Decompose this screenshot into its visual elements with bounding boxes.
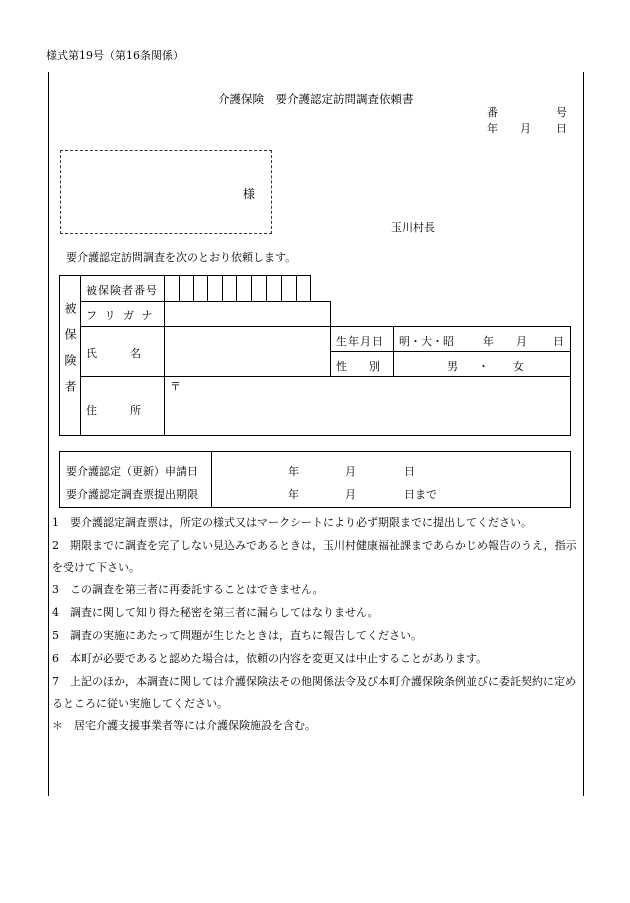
application-year: 年 [288,465,299,478]
note-7: 7 上記のほか，本調査に関しては介護保険法その他関係法令及び本町介護保険条例並びに委託契約に定めるところに従い実施してください。 [52,675,576,710]
deadline-month: 月 [345,488,356,501]
sex-female[interactable]: 女 [513,360,524,373]
note-2: 2 期限までに調査を完了しない見込みであるときは，玉川村健康福祉課まであらかじめ報告のうえ，指示を受けて下さい。 [52,539,577,574]
birth-eras: 明・大・昭 [399,335,454,348]
sender-name: 玉川村長 [391,221,435,234]
insured-number-label: 被保険者番号 [86,284,158,297]
form-number: 様式第19号（第16条関係） [46,49,184,62]
note-4: 4 調査に関して知り得た秘密を第三者に漏らしてはなりません。 [52,606,379,619]
furigana-label: フ リ ガ ナ [86,309,155,322]
sex-dot: ・ [478,360,489,373]
issue-date-day: 日 [556,122,567,135]
application-day: 日 [404,465,415,478]
note-asterisk: ＊ 居宅介護支援事業者等には介護保険施設を含む。 [52,719,316,732]
application-date-label: 要介護認定（更新）申請日 [66,465,198,478]
sex-label: 性 別 [336,360,380,373]
note-6: 6 本町が必要であると認めた場合は，依頼の内容を変更又は中止することがあります。 [52,652,488,665]
birth-label: 生年月日 [336,335,384,348]
deadline-year: 年 [288,488,299,501]
issue-date-month: 月 [520,122,531,135]
deadline-label: 要介護認定調査票提出期限 [66,488,198,501]
addressee-suffix: 様 [243,187,256,201]
deadline-day: 日まで [404,488,437,501]
document-title: 介護保険 要介護認定訪問調査依頼書 [218,92,414,106]
postal-mark: 〒 [170,380,181,393]
number-ban: 番 [487,106,498,119]
note-5: 5 調査の実施にあたって問題が生じたときは，直ちに報告してください。 [52,629,422,642]
address-label: 住 所 [86,404,141,417]
birth-year: 年 [483,335,494,348]
birth-day: 日 [553,335,564,348]
addressee-box[interactable] [60,150,272,234]
note-1: 1 要介護認定調査票は，所定の様式又はマークシートにより必ず期限までに提出してください。 [52,516,532,529]
birth-month: 月 [516,335,527,348]
sex-male[interactable]: 男 [447,360,458,373]
intro-text: 要介護認定訪問調査を次のとおり依頼します。 [66,251,297,264]
note-3: 3 この調査を第三者に再委託することはできません。 [52,583,324,596]
application-month: 月 [345,465,356,478]
insured-side-label: 被保険者 [63,302,77,406]
frame-right-line [583,72,584,796]
name-label: 氏 名 [86,347,141,360]
frame-left-line [48,72,49,796]
issue-date-year: 年 [487,122,498,135]
number-go: 号 [556,106,567,119]
